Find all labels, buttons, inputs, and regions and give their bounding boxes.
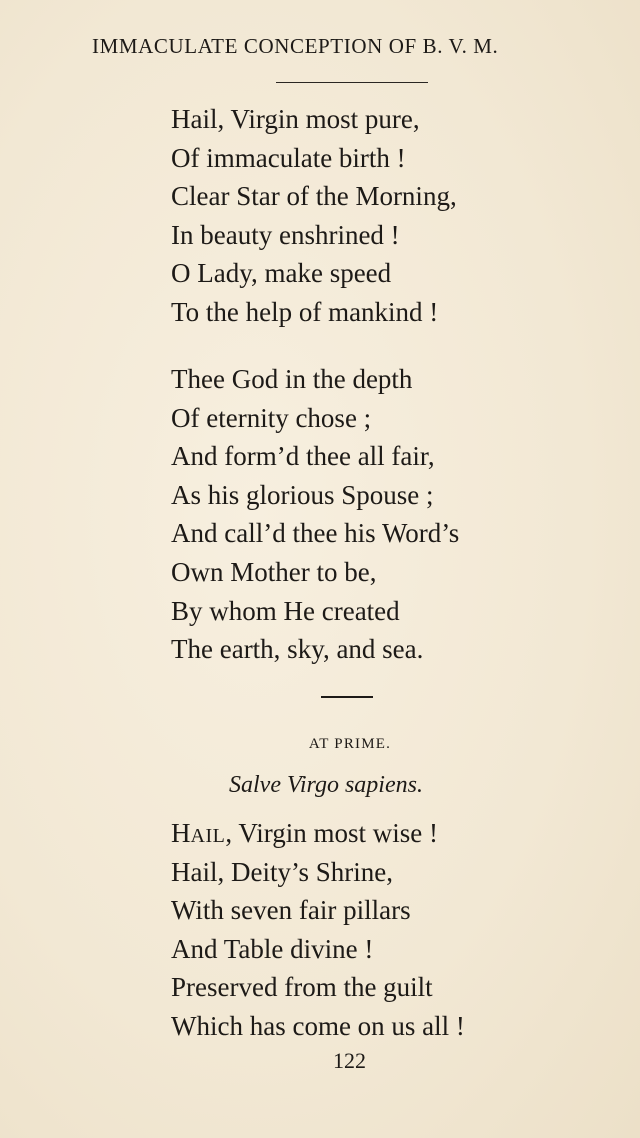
stanza-3 bbox=[171, 814, 465, 1046]
verse-line: And form’d thee all fair, bbox=[171, 441, 435, 472]
stanza-1 bbox=[171, 100, 457, 332]
verse-line: Thee God in the depth bbox=[171, 364, 413, 394]
verse-line: And call’d thee his Word’s bbox=[171, 518, 460, 549]
verse-line: To the help of mankind ! bbox=[171, 296, 439, 327]
verse-line: Preserved from the guilt bbox=[171, 972, 433, 1003]
section-title: AT PRIME. bbox=[308, 736, 392, 752]
verse-line-first bbox=[171, 814, 465, 853]
verse-line: Of eternity chose ; bbox=[171, 402, 372, 433]
small-caps-text: AIL bbox=[190, 825, 226, 847]
verse-line: As his glorious Spouse ; bbox=[171, 479, 434, 510]
verse-line: O Lady, make speed bbox=[171, 258, 392, 289]
verse-line: The earth, sky, and sea. bbox=[171, 634, 424, 665]
verse-line: Hail, Deity’s Shrine, bbox=[171, 856, 393, 887]
section-divider bbox=[321, 696, 373, 698]
page-number: 122 bbox=[333, 1048, 366, 1073]
first-line-rest: , Virgin most wise ! bbox=[225, 818, 438, 848]
verse-line: Which has come on us all ! bbox=[171, 1010, 465, 1041]
initial-letter: H bbox=[171, 818, 191, 848]
verse-line: With seven fair pillars bbox=[171, 895, 411, 926]
verse-line: Of immaculate birth ! bbox=[171, 142, 406, 173]
verse-line: Own Mother to be, bbox=[171, 556, 377, 587]
verse-line: Hail, Virgin most pure, bbox=[171, 104, 420, 134]
verse-line: By whom He created bbox=[171, 595, 400, 626]
verse-line: Clear Star of the Morning, bbox=[171, 181, 457, 212]
running-head: IMMACULATE CONCEPTION OF B. V. M. bbox=[92, 34, 499, 58]
verse-line: In beauty enshrined ! bbox=[171, 219, 400, 250]
verse-line: And Table divine ! bbox=[171, 933, 374, 964]
stanza-2 bbox=[171, 360, 459, 669]
latin-incipit: Salve Virgo sapiens. bbox=[229, 772, 423, 798]
header-rule bbox=[276, 82, 428, 83]
